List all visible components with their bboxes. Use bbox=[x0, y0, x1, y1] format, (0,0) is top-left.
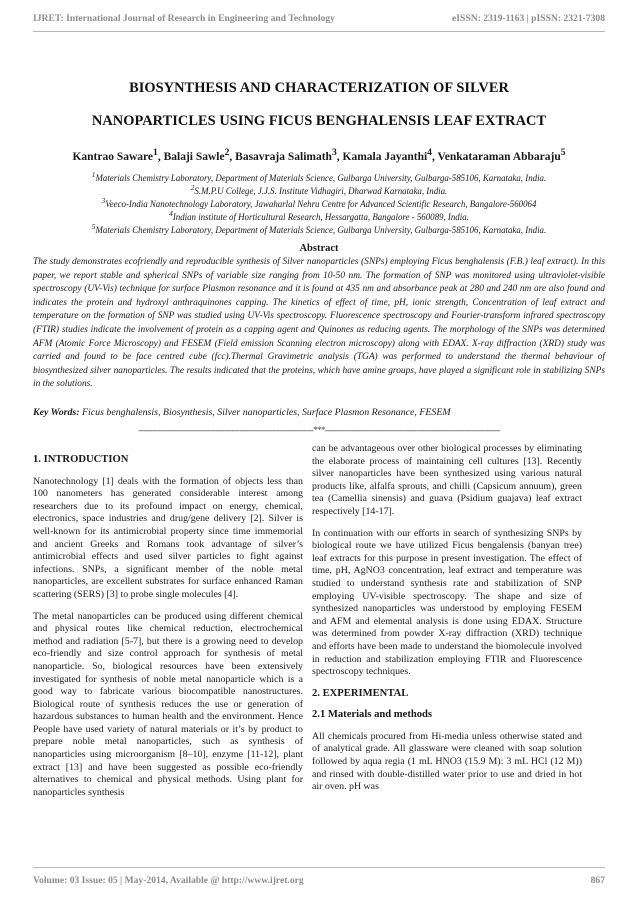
paper-title-line-1: BIOSYNTHESIS AND CHARACTERIZATION OF SILVER bbox=[129, 80, 509, 96]
paper-title-line-2: NANOPARTICLES USING FICUS BENGHALENSIS LEAF EXTRACT bbox=[91, 113, 547, 129]
affiliation-sup: 2 bbox=[190, 183, 195, 192]
author-sup: 1 bbox=[153, 147, 158, 158]
right-column bbox=[312, 443, 582, 803]
keywords-text: Ficus benghalensis, Biosynthesis, Silver nanoparticles, Surface Plasmon Resonance, FESEM bbox=[79, 407, 451, 418]
intro-paragraph-3: can be advantageous over other biological processes by eliminating the elaborate process of maintaining cell cultures [13]. Recently silver nanoparticles have been synthesized using various natural products like, alfalfa sprouts, and chilli (Capsicum annuum), green tea (Camellia sinensis) and guava (Psidium guajava) leaf extract respectively [14-17]. bbox=[312, 443, 582, 517]
affiliation-text: Indian institute of Horticultural Research, Hessargatta, Bangalore - 560089, India. bbox=[172, 211, 469, 222]
journal-name: IJRET: International Journal of Research in Engineering and Technology bbox=[33, 13, 335, 24]
author-sup: 2 bbox=[224, 147, 230, 158]
running-footer bbox=[33, 875, 605, 889]
footer-rule bbox=[33, 867, 605, 868]
author-name: Kantrao Saware bbox=[72, 150, 154, 163]
intro-paragraph-2: The metal nanoparticles can be produced using different chemical and physical routes like chemical reduction, electrochemical method and radiation [5-7], but there is a growing need to develop eco-friendly and size control approach for synthesis of metal nanoparticle. So, biological resources have been extensively investigated for synthesis of noble metal nanoparticle which is a good way to fabricate various biocompatible nanostructures. Biological route of synthesis reduces the use or generation of hazardous substances to human health and the environment. Hence People have used variety of natural materials or it’s by product to prepare noble metal nanoparticles, such as synthesis of nanoparticles using microorganism [8–10], enzyme [11-12], plant extract [13] and have been suggested as possible eco-friendly alternatives to chemical and physical methods. Using plant for nanoparticles synthesis bbox=[33, 610, 303, 798]
intro-paragraph-4: In continuation with our efforts in search of synthesizing SNPs by biological route we have utilized Ficus bengalensis (banyan tree) leaf extracts for this purpose in present investigation. The effect of time, pH, AgNO3 concentration, leaf extract and temperature was studied to understand synthesis rate and stabilization of SNP employing UV-visible spectroscopy. The shape and size of synthesized nanoparticles was understood by employing FESEM and AFM and elemental analysis is done using EDAX. Structure was determined from powder X-ray diffraction (XRD) technique and efforts have been made to understand the biomolecule involved in reduction and stabilization employing FTIR and Fluorescence spectroscopy techniques. bbox=[312, 527, 582, 678]
author-sup: 4 bbox=[427, 147, 432, 158]
materials-paragraph: All chemicals procured from Hi-media unless otherwise stated and of analytical grade. All glassware were cleaned with soap solution followed by aqua regia (1 mL HNO3 (15.9 M): 3 mL HCl (12 M)) and rinsed with double-distilled water prior to use and dried in hot air oven. pH was bbox=[312, 730, 582, 793]
affiliation-sup: 1 bbox=[91, 170, 96, 179]
author-name: Venkataraman Abbaraju bbox=[437, 150, 561, 163]
author-name: Kamala Jayanthi bbox=[342, 150, 428, 163]
materials-heading: 2.1 Materials and methods bbox=[312, 709, 433, 721]
affiliation-text: Veeco-India Nanotechnology Laboratory, Jawaharlal Nehru Centre for Advanced Scientific Research, Bangalore-560064 bbox=[105, 198, 537, 209]
affiliation-sup: 4 bbox=[169, 209, 173, 218]
affiliation-sup: 3 bbox=[101, 196, 106, 205]
affiliation bbox=[20, 221, 618, 236]
abstract-heading: Abstract bbox=[299, 243, 339, 254]
keywords-label: Key Words: bbox=[33, 407, 80, 418]
running-header bbox=[33, 13, 605, 27]
keywords bbox=[33, 407, 605, 418]
author-name: Balaji Sawle bbox=[163, 150, 225, 163]
volume-info: Volume: 03 Issue: 05 | May-2014, Available @ http://www.ijret.org bbox=[33, 875, 304, 886]
issn-info: eISSN: 2319-1163 | pISSN: 2321-7308 bbox=[452, 13, 605, 24]
author-name: Basavraja Salimath bbox=[235, 150, 332, 163]
intro-heading: 1. INTRODUCTION bbox=[33, 454, 129, 465]
intro-paragraph-1: Nanotechnology [1] deals with the formation of objects less than 100 nanometers has generated considerable interest among researchers due to its profound impact on energy, chemical, electronics, space industries and drug/gene delivery [2]. Silver is well-known for its antimicrobial property since time immemorial and ancient Greeks and Romans took advantage of silver’s antimicrobial effects and used silver particles to fight against infections. SNPs, a significant member of the noble metal nanoparticles, are excellent substrates for surface enhanced Raman scattering (SERS) [3] to probe single molecules [4]. bbox=[33, 475, 303, 600]
author-sup: 5 bbox=[560, 147, 566, 158]
affiliation-text: Materials Chemistry Laboratory, Department of Materials Science, Gulbarga University, Gulbarga-585106, Karnataka, India. bbox=[95, 172, 547, 183]
author-sup: 3 bbox=[331, 147, 337, 158]
page-number: 867 bbox=[590, 875, 605, 886]
header-rule bbox=[33, 31, 605, 32]
abstract-text: The study demonstrates ecofriendly and reproducible synthesis of Silver nanoparticles (SNPs) employing Ficus benghalensis (F.B.) leaf extract). In this paper, we report stable and spherical SNPs of variable size ranging from 10-50 nm. The formation of SNP was monitored using ultraviolet-visible spectroscopy (UV-Vis) technique for surface Plasmon resonance and it is found at 435 nm and absorbance peak at 280 and 240 nm are also found and indicates the protein and hydroxyl anthraquinones capping. The kinetics of effect of time, pH, ionic strength, Concentration of leaf extract and temperature on the formation of SNP was studied using UV-Vis spectroscopy. Fluorescence spectroscopy and Fourier-transform infrared spectroscopy (FTIR) studies indicate the involvement of protein as a capping agent and Quinones as reducing agents. The morphology of the SNPs was determined AFM (Atomic Force Microscopy) and FESEM (Field emission Scanning electron microscopy) along with EDAX. X-ray diffraction (XRD) study was carried and found to be face centred cube (fcc).Thermal Gravimetric analysis (TGA) was performed to understand the thermal behaviour of biosynthesized silver nanoparticles. The results indicated that the proteins, which have amine groups, have played a significant role in stabilizing SNPs in the solutions. bbox=[33, 257, 605, 390]
experimental-heading: 2. EXPERIMENTAL bbox=[312, 687, 409, 699]
section-divider: -------------------------------------------------------------------------***------------------------------------------------------------------------- bbox=[138, 425, 500, 435]
affiliation-text: Materials Chemistry Laboratory, Department of Materials Science, Gulbarga University, Gulbarga-585106, Karnataka, India. bbox=[95, 224, 547, 235]
left-column bbox=[33, 454, 303, 808]
author-list: Kantrao Saware$^1$, Balaji Sawle$^2$, Basavraja Salimath$^3$, Kamala Jayanthi$^4$, Venkataraman Abbaraju$^5$ bbox=[72, 147, 566, 163]
affiliation-text: S.M.P.U College, J.J.S. Institute Vidhagiri, Dharwad Karnataka, India. bbox=[194, 185, 448, 196]
affiliation-sup: 5 bbox=[91, 222, 96, 231]
